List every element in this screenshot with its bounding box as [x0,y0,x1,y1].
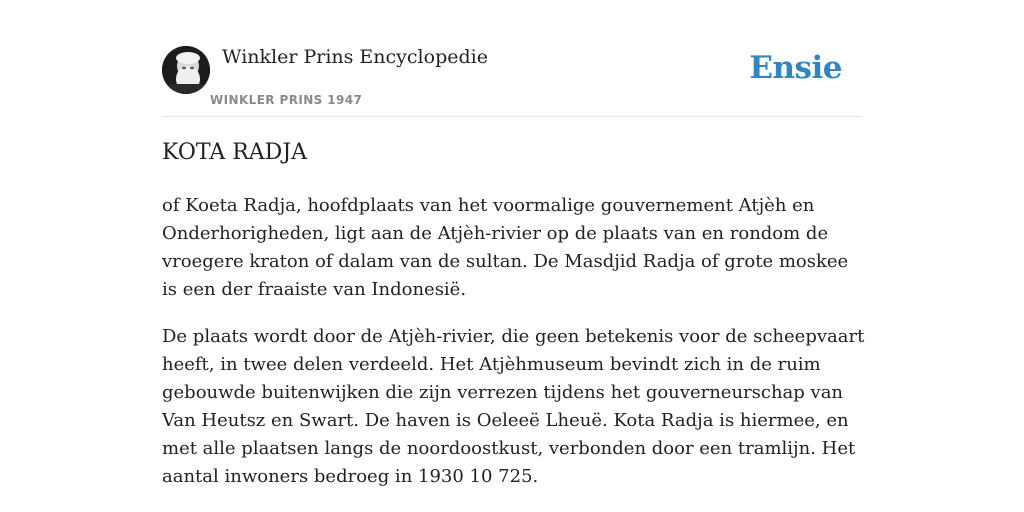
source-title[interactable]: Winkler Prins Encyclopedie [222,46,488,68]
source-header [162,46,862,117]
article-paragraph: of Koeta Radja, hoofdplaats van het voormalige gouvernement Atjèh en Onderhorigheden, ligt aan de Atjèh-rivier op de plaats van en rondom de vroegere kraton of dalam van de sultan. De Masdjid Radja of grote moskee is een der fraaiste van Indonesië. [162,195,849,300]
source-subtitle[interactable]: WINKLER PRINS 1947 [210,93,363,107]
author-avatar[interactable] [162,46,210,94]
entry-title: KOTA RADJA [162,140,308,165]
ensie-logo[interactable]: Ensie [749,50,842,86]
avatar-portrait-icon [162,46,210,94]
article-body [162,192,867,510]
article-paragraph: De plaats wordt door de Atjèh-rivier, die geen betekenis voor de scheepvaart heeft, in twee delen verdeeld. Het Atjèhmuseum bevindt zich in de ruim gebouwde buitenwijken die zijn verrezen tijdens het gouverneurschap van Van Heutsz en Swart. De haven is Oeleeë Lheuë. Kota Radja is hiermee, en met alle plaatsen langs de noordoostkust, verbonden door een tramlijn. Het aantal inwoners bedroeg in 1930 10 725. [162,326,865,487]
